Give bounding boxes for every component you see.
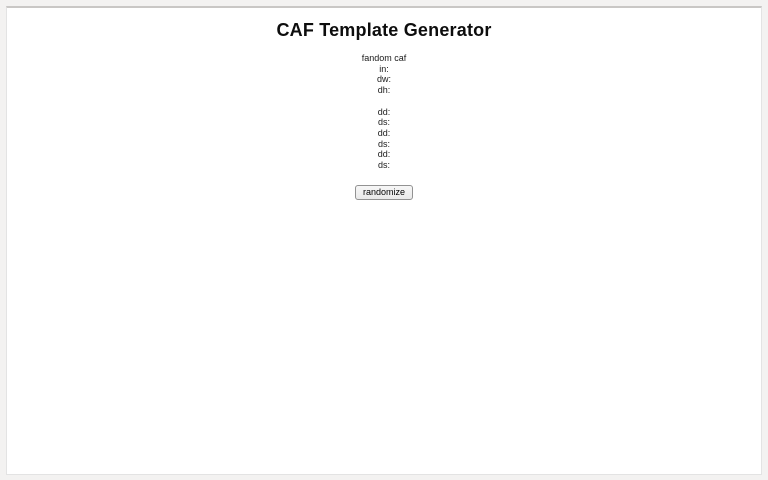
template-line-dd: dd: (377, 149, 391, 160)
button-row (7, 182, 761, 200)
template-line-in: in: (379, 63, 389, 74)
template-line-dh: dh: (377, 85, 391, 96)
template-line-dw: dw: (376, 74, 391, 85)
page-container (6, 6, 762, 475)
template-line-ds: ds: (377, 160, 390, 171)
template-line-dd: dd: (377, 106, 391, 117)
randomize-button[interactable]: randomize (355, 185, 413, 200)
template-line-fandom-caf: fandom caf (361, 53, 407, 63)
template-line-ds: ds: (377, 138, 390, 149)
template-lines (7, 53, 761, 171)
page-title: CAF Template Generator (276, 20, 492, 40)
template-line-ds: ds: (377, 117, 390, 128)
template-line-blank (7, 96, 761, 107)
template-line-dd: dd: (377, 127, 391, 138)
